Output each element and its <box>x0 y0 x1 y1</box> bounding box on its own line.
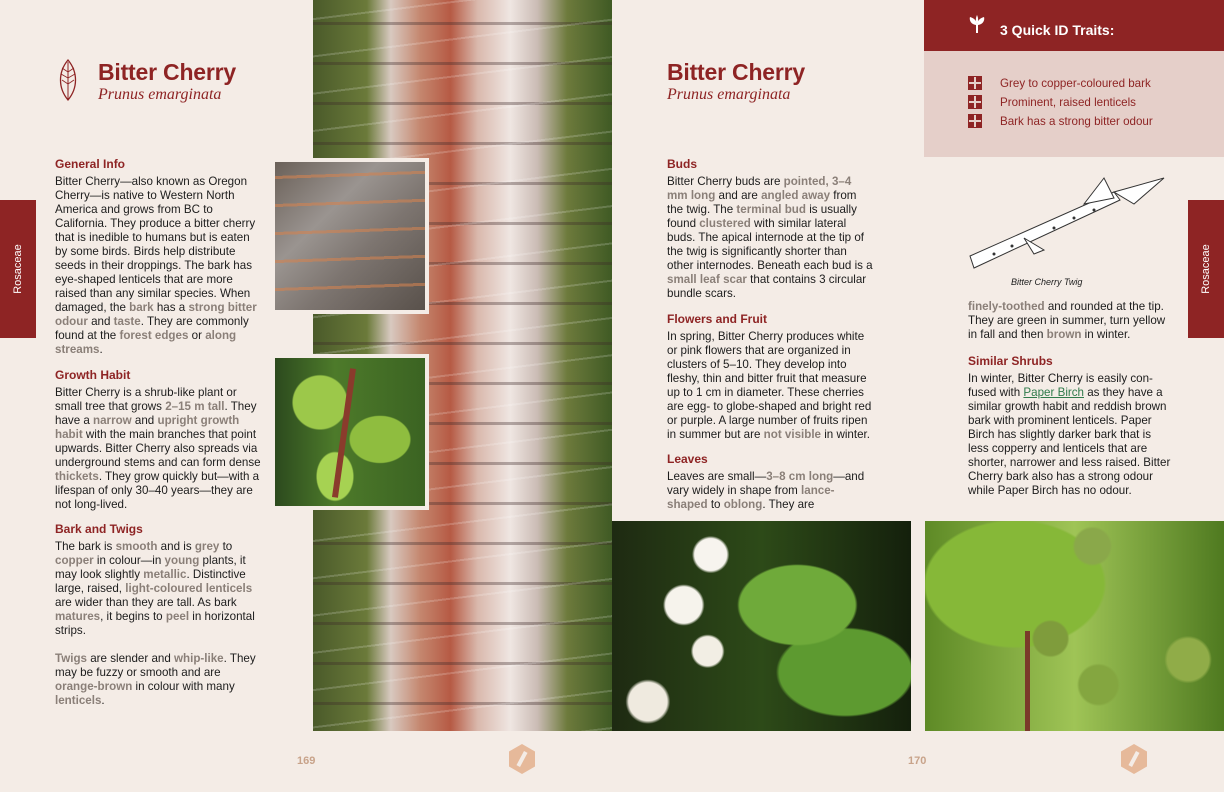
section-similar-shrubs <box>968 354 1174 498</box>
family-label: Rosaceae <box>1200 244 1213 294</box>
section-heading: Flowers and Fruit <box>667 312 768 326</box>
cross-bullet-icon <box>968 95 982 109</box>
leaf-twig-photo <box>271 354 429 510</box>
trait-item: Prominent, raised lenticels <box>968 95 1136 109</box>
section-heading: Buds <box>667 157 697 171</box>
section-body: Bitter Cherry buds are pointed, 3–4 mm long and are angled away from the twig. The terminal bud is usually found clustered with similar lateral buds. The apical internode at the tip of the twig is significantly shorter than other internodes. Beneath each bud is a small leaf scar that contains 3 circular bundle scars. <box>667 175 873 300</box>
twig-illustration <box>964 170 1174 275</box>
section-bark-twigs <box>55 522 261 708</box>
quick-id-heading: 3 Quick ID Traits: <box>1000 22 1115 38</box>
flowers-photo <box>612 521 911 731</box>
page-number-right: 170 <box>908 755 927 767</box>
page-title-left: Bitter Cherry <box>98 59 236 85</box>
section-body: In winter, Bitter Cherry is easily con-fused with Paper Birch as they have a similar growth habit and reddish brown bark with prominent lenticels. Paper Birch has slightly darker bark that is less copperry and lenticels that are shorter, narrower and less raised. Bitter Cherry bark also has a strong odour while Paper Birch has no odour. <box>968 372 1171 497</box>
section-body-twigs: Twigs are slender and whip-like. They may be fuzzy or smooth and are orange-brown in colour with many lenticels. <box>55 652 256 707</box>
section-buds <box>667 157 873 301</box>
footer-leaf-badge-icon <box>509 744 535 774</box>
section-body: Bitter Cherry is a shrub-like plant or small tree that grows 2–15 m tall. They have a narrow and upright growth habit with the main branches that point upwards. Bitter Cherry also spreads via underground stems and can form dense thickets. They grow quickly but—with a lifespan of only 30–40 years—they are not long-lived. <box>55 386 261 511</box>
section-heading: Similar Shrubs <box>968 354 1053 368</box>
family-label: Rosaceae <box>12 244 25 294</box>
paper-birch-link[interactable]: Paper Birch <box>1023 386 1084 399</box>
leaf-icon <box>56 58 80 102</box>
section-heading: General Info <box>55 157 126 171</box>
side-tab-right <box>1188 200 1224 338</box>
section-body: Leaves are small—3–8 cm long—and vary widely in shape from lance-shaped to oblong. They are <box>667 470 865 511</box>
trait-item: Grey to copper-coloured bark <box>968 76 1151 90</box>
scientific-name-left: Prunus emarginata <box>98 86 222 103</box>
section-growth-habit <box>55 368 261 512</box>
section-flowers-fruit <box>667 312 873 442</box>
page-title-right: Bitter Cherry <box>667 59 805 85</box>
side-tab-left <box>0 200 36 338</box>
section-heading: Leaves <box>667 452 708 466</box>
section-body: The bark is smooth and is grey to copper in colour—in young plants, it may look slightly metallic. Distinctive large, raised, light-coloured lenticels are wider than they are tall. As bark matures, it begins to peel in horizontal strips. <box>55 540 255 637</box>
quick-id-header <box>924 0 1224 51</box>
section-body: In spring, Bitter Cherry produces white or pink flowers that are organized in clusters of 5–10. They develop into fleshy, thin and bitter fruit that measure up to 1 cm in diameter. These cherries are egg- to globe-shaped and bright red or purple. A large number of fruits ripen in summer but are not visible in winter. <box>667 330 872 441</box>
page-number-left: 169 <box>297 755 316 767</box>
section-heading: Bark and Twigs <box>55 522 143 536</box>
fruit-photo <box>925 521 1224 731</box>
section-body: finely-toothed and rounded at the tip. They are green in summer, turn yellow in fall and then brown in winter. <box>968 300 1166 341</box>
trait-item: Bark has a strong bitter odour <box>968 114 1153 128</box>
section-heading: Growth Habit <box>55 368 131 382</box>
section-leaves <box>667 452 873 512</box>
section-body: Bitter Cherry—also known as Oregon Cherry—is native to Western North America and grows from BC to California. They produce a bitter cherry that is inedible to humans but is eaten by some birds. Birds help distribute seeds in their droppings. The bark has eye-shaped lenticels that are more raised than any similar species. When damaged, the bark has a strong bitter odour and taste. They are commonly found at the forest edges or along streams. <box>55 175 257 356</box>
bark-closeup-photo <box>271 158 429 314</box>
scientific-name-right: Prunus emarginata <box>667 86 791 103</box>
twig-caption: Bitter Cherry Twig <box>1011 277 1083 287</box>
cross-bullet-icon <box>968 76 982 90</box>
footer-leaf-badge-icon <box>1121 744 1147 774</box>
section-leaves-continued <box>968 300 1174 342</box>
cross-bullet-icon <box>968 114 982 128</box>
sprout-icon <box>966 15 988 40</box>
section-general-info <box>55 157 261 357</box>
